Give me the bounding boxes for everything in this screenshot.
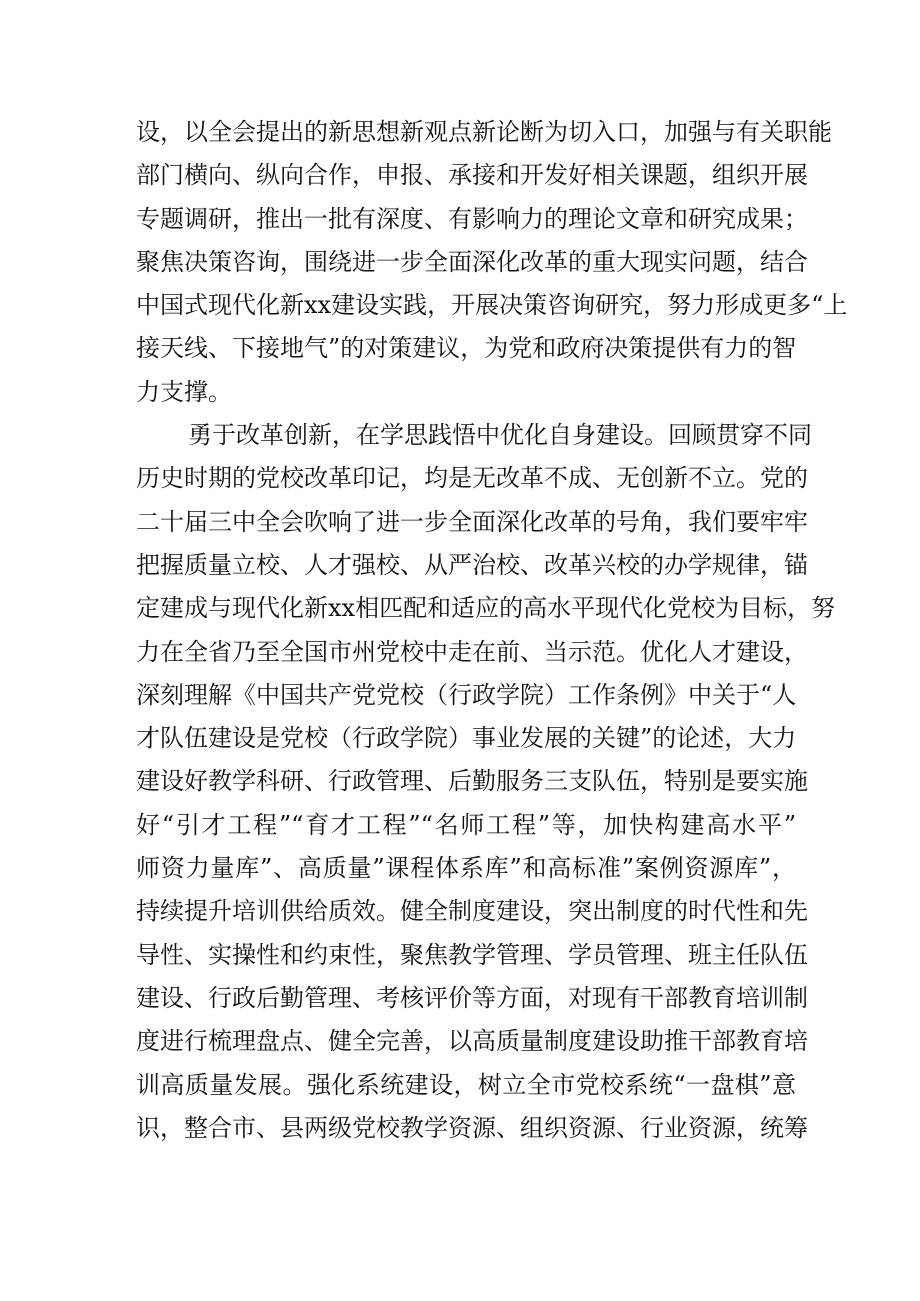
- text-line: 识，整合市、县两级党校教学资源、组织资源、行业资源，统筹: [136, 1113, 808, 1142]
- text-line: 把握质量立校、人才强校、从严治校、改革兴校的办学规律，锚: [136, 550, 808, 579]
- text-line: 师资力量库”、高质量”课程体系库”和高标准”案例资源库”，: [136, 854, 796, 883]
- text-line: 建设、行政后勤管理、考核评价等方面，对现有干部教育培训制: [136, 983, 808, 1012]
- text-line: 中国式现代化新xx建设实践，开展决策咨询研究，努力形成更多“上: [136, 291, 848, 320]
- text-line: 好“引才工程”“育才工程”“名师工程”等，加快构建高水平”: [136, 810, 796, 839]
- text-line: 二十届三中全会吹响了进一步全面深化改革的号角，我们要牢牢: [136, 507, 808, 536]
- text-line: 深刻理解《中国共产党党校（行政学院）工作条例》中关于“人: [136, 680, 797, 709]
- text-line: 力在全省乃至全国市州党校中走在前、当示范。优化人才建设，: [136, 637, 808, 666]
- text-line: 建设好教学科研、行政管理、后勤服务三支队伍，特别是要实施: [136, 767, 808, 796]
- text-line: 设，以全会提出的新思想新观点新论断为切入口，加强与有关职能: [136, 118, 832, 146]
- text-line: 专题调研，推出一批有深度、有影响力的理论文章和研究成果；: [136, 204, 808, 233]
- text-line: 定建成与现代化新xx相匹配和适应的高水平现代化党校为目标，努: [136, 594, 836, 623]
- text-line: 导性、实操性和约束性，聚焦教学管理、学员管理、班主任队伍: [136, 940, 808, 969]
- text-line: 力支撑。: [136, 377, 232, 406]
- text-line: 聚焦决策咨询，围绕进一步全面深化改革的重大现实问题，结合: [136, 247, 808, 276]
- text-line: 度进行梳理盘点、健全完善，以高质量制度建设助推干部教育培: [136, 1027, 808, 1056]
- text-line: 接天线、下接地气”的对策建议，为党和政府决策提供有力的智: [136, 334, 797, 363]
- body-text: [136, 111, 848, 1150]
- paragraph-start: 勇于改革创新，在学思践悟中优化自身建设。回顾贯穿不同: [188, 421, 812, 450]
- text-line: 训高质量发展。强化系统建设，树立全市党校系统“一盘棋”意: [136, 1070, 796, 1099]
- text-line: 部门横向、纵向合作，申报、承接和开发好相关课题，组织开展: [136, 161, 808, 190]
- text-line: 持续提升培训供给质效。健全制度建设，突出制度的时代性和先: [136, 897, 808, 926]
- text-line: 历史时期的党校改革印记，均是无改革不成、无创新不立。党的: [136, 464, 808, 493]
- text-line: 才队伍建设是党校（行政学院）事业发展的关键”的论述，大力: [136, 724, 797, 753]
